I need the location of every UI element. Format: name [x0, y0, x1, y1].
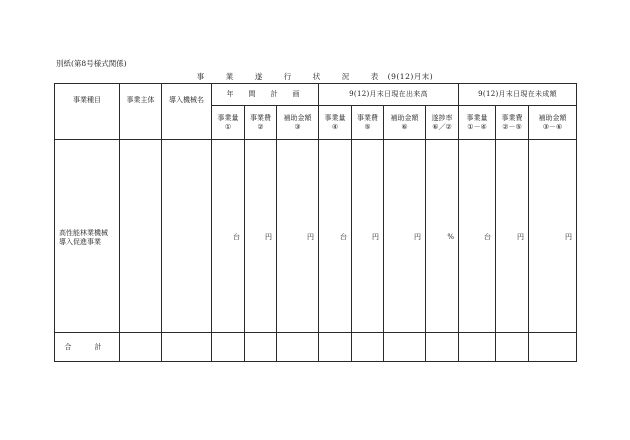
col-header: 遂捗率 ⑥／②: [426, 106, 459, 140]
cell-remaining-cost[interactable]: 円: [496, 140, 529, 333]
progress-table: [54, 83, 577, 362]
col-header: 補助金額 ⑥: [384, 106, 426, 140]
header-entity: 事業主体: [120, 84, 162, 140]
total-cell[interactable]: [426, 333, 459, 362]
form-reference-note: 別紙(第8号様式関係): [56, 59, 127, 68]
col-header: 事業量 ④: [319, 106, 352, 140]
cell-remaining-subsidy[interactable]: 円: [529, 140, 577, 333]
total-cell[interactable]: [459, 333, 496, 362]
cell-plan-quantity[interactable]: 台: [212, 140, 245, 333]
col-header: 補助金額 ③: [277, 106, 319, 140]
total-row: [55, 333, 577, 362]
col-header: 事業量 ①－④: [459, 106, 496, 140]
total-cell[interactable]: [162, 333, 212, 362]
col-header: 事業費 ②: [245, 106, 277, 140]
cell-plan-subsidy[interactable]: 円: [277, 140, 319, 333]
col-header: 事業量 ①: [212, 106, 245, 140]
header-category: 事業種目: [55, 84, 120, 140]
total-cell[interactable]: [496, 333, 529, 362]
total-cell[interactable]: [120, 333, 162, 362]
cell-done-cost[interactable]: 円: [352, 140, 384, 333]
total-cell[interactable]: [384, 333, 426, 362]
cell-machine[interactable]: [162, 140, 212, 333]
total-label: 合 計: [55, 333, 120, 362]
cell-done-quantity[interactable]: 台: [319, 140, 352, 333]
header-row-groups: [55, 84, 577, 106]
cell-category[interactable]: 高性能林業機械 導入促進事業: [55, 140, 120, 333]
cell-done-subsidy[interactable]: 円: [384, 140, 426, 333]
title-period: (9(12)月末): [387, 72, 434, 81]
group-annual-plan: 年 間 計 画: [212, 84, 319, 106]
col-header: 事業費 ⑤: [352, 106, 384, 140]
cell-progress-rate[interactable]: %: [426, 140, 459, 333]
total-cell[interactable]: [245, 333, 277, 362]
title-text: 事 業 遂 行 状 況 表: [196, 72, 386, 81]
col-header: 補助金額 ③－⑥: [529, 106, 577, 140]
document-title: [0, 71, 630, 82]
cell-plan-cost[interactable]: 円: [245, 140, 277, 333]
cell-remaining-quantity[interactable]: 台: [459, 140, 496, 333]
total-cell[interactable]: [212, 333, 245, 362]
group-remaining: 9(12)月末日現在未成額: [459, 84, 577, 106]
col-header: 事業費 ②－⑤: [496, 106, 529, 140]
total-cell[interactable]: [277, 333, 319, 362]
total-cell[interactable]: [352, 333, 384, 362]
cell-entity[interactable]: [120, 140, 162, 333]
total-cell[interactable]: [529, 333, 577, 362]
header-machine: 導入機械名: [162, 84, 212, 140]
total-cell[interactable]: [319, 333, 352, 362]
table-row: [55, 140, 577, 333]
group-progress-to-date: 9(12)月末日現在出来高: [319, 84, 459, 106]
